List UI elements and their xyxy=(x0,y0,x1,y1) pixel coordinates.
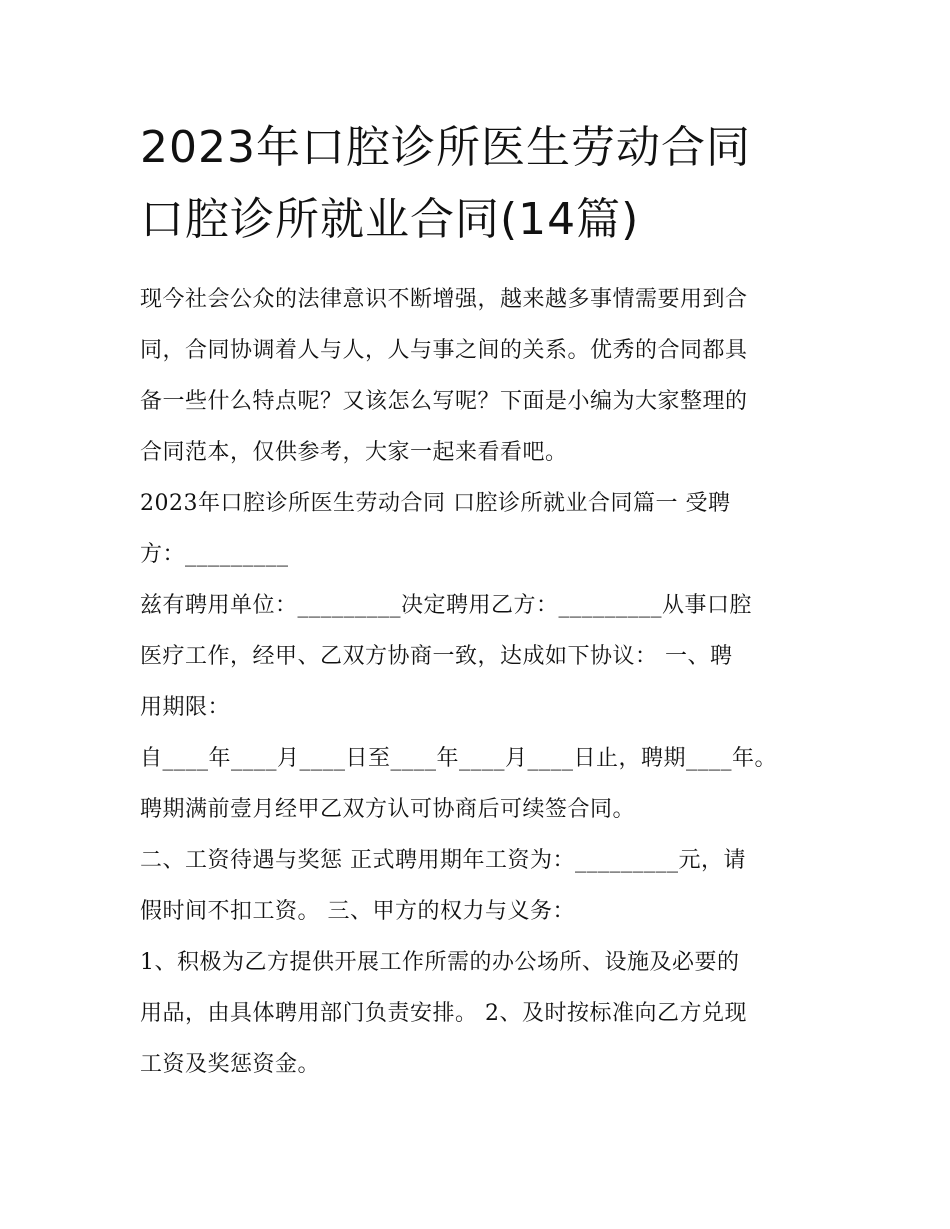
text-line: 用期限： xyxy=(140,695,231,720)
employer-paragraph xyxy=(140,580,816,733)
text-line: 二、工资待遇与奖惩 正式聘用期年工资为：_________元，请 xyxy=(140,848,746,873)
text-line: 1、积极为乙方提供开展工作所需的办公场所、设施及必要的 xyxy=(140,950,740,975)
salary-paragraph xyxy=(140,835,816,937)
contract-heading-paragraph xyxy=(140,478,816,580)
text-line: 假时间不扣工资。 三、甲方的权力与义务： xyxy=(140,899,575,924)
text-line: 备一些什么特点呢？又该怎么写呢？下面是小编为大家整理的 xyxy=(140,389,748,414)
term-paragraph xyxy=(140,733,816,835)
text-line: 2023年口腔诊所医生劳动合同 口腔诊所就业合同篇一 受聘 xyxy=(140,491,731,516)
text-line: 兹有聘用单位：_________决定聘用乙方：_________从事口腔 xyxy=(140,593,753,618)
document-page xyxy=(140,112,816,1090)
text-line: 自____年____月____日至____年____月____日止，聘期____年。 xyxy=(140,746,778,771)
text-line: 用品，由具体聘用部门负责安排。 2、及时按标准向乙方兑现 xyxy=(140,1001,747,1026)
title-line: 口腔诊所就业合同(14篇) xyxy=(140,194,640,245)
text-line: 聘期满前壹月经甲乙双方认可协商后可续签合同。 xyxy=(140,797,636,822)
text-line: 合同范本，仅供参考，大家一起来看看吧。 xyxy=(140,440,568,465)
intro-paragraph xyxy=(140,274,816,478)
title-line: 2023年口腔诊所医生劳动合同 xyxy=(140,122,751,173)
text-line: 工资及奖惩资金。 xyxy=(140,1052,321,1077)
document-title xyxy=(140,112,816,256)
text-line: 同，合同协调着人与人，人与事之间的关系。优秀的合同都具 xyxy=(140,338,748,363)
text-line: 现今社会公众的法律意识不断增强，越来越多事情需要用到合 xyxy=(140,287,748,312)
text-line: 医疗工作，经甲、乙双方协商一致，达成如下协议： 一、聘 xyxy=(140,644,733,669)
obligations-paragraph xyxy=(140,937,816,1090)
text-line: 方：_________ xyxy=(140,542,289,567)
